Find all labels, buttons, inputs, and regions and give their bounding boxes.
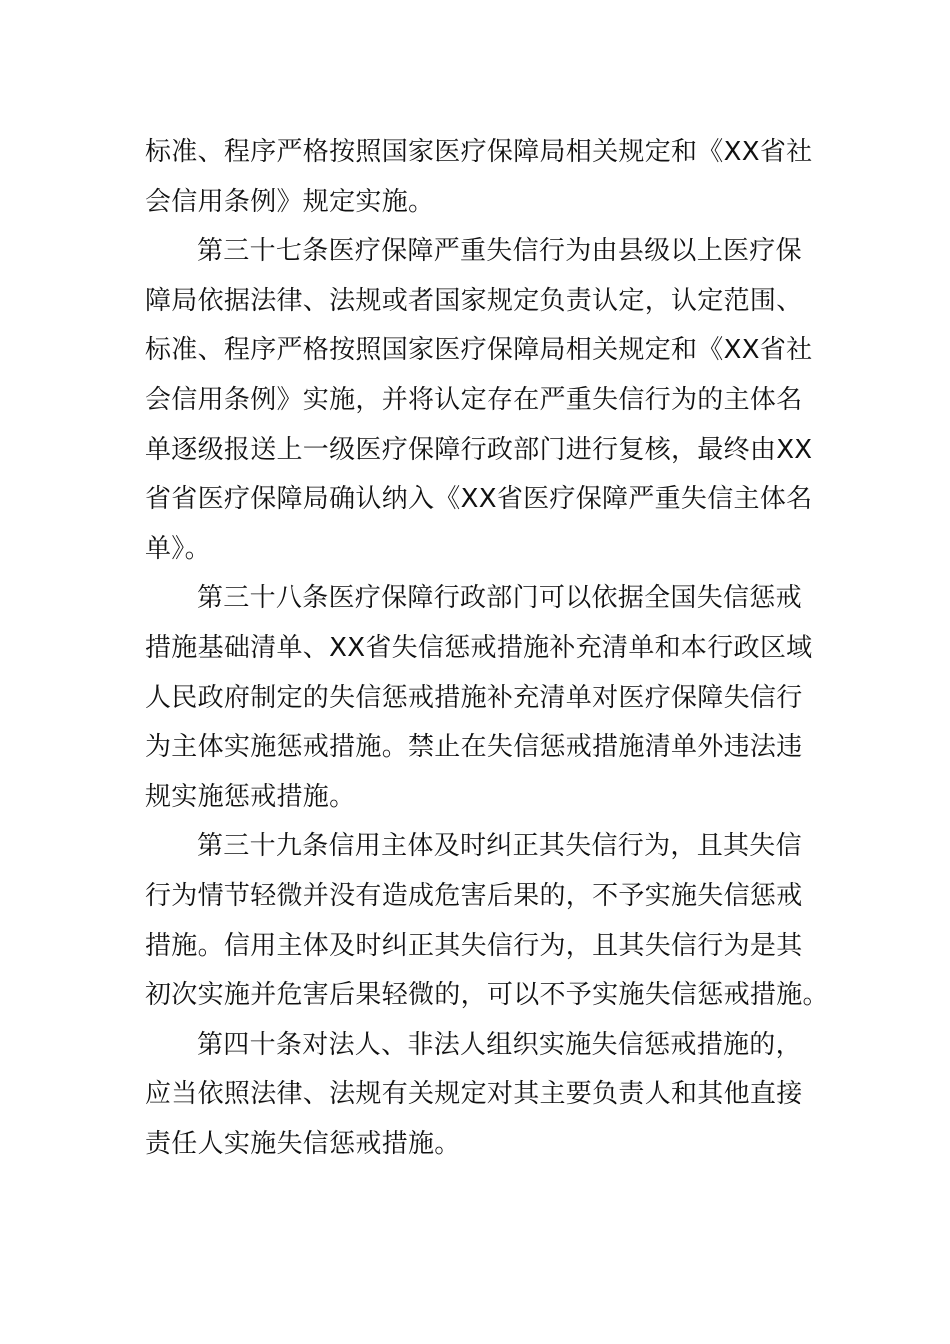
text-line: 为主体实施惩戒措施。禁止在失信惩戒措施清单外违法违 [145, 732, 803, 763]
document-body [145, 128, 829, 1169]
article-39-start: 第三十九条信用主体及时纠正其失信行为，且其失信 [197, 831, 802, 862]
text-line: 措施基础清单、XX省失信惩戒措施补充清单和本行政区域 [145, 632, 813, 663]
text-line: 标准、程序严格按照国家医疗保障局相关规定和《XX省社 [145, 137, 813, 167]
article-38-start: 第三十八条医疗保障行政部门可以依据全国失信惩戒 [197, 583, 802, 614]
article-37-start: 第三十七条医疗保障严重失信行为由县级以上医疗保 [197, 236, 802, 267]
article-40-start: 第四十条对法人、非法人组织实施失信惩戒措施的， [197, 1029, 802, 1060]
text-line: 责任人实施失信惩戒措施。 [145, 1128, 461, 1159]
text-line: 省省医疗保障局确认纳入《XX省医疗保障严重失信主体名 [145, 484, 813, 515]
text-line: 单逐级报送上一级医疗保障行政部门进行复核，最终由XX [145, 434, 813, 465]
text-line: 标准、程序严格按照国家医疗保障局相关规定和《XX省社 [145, 335, 813, 366]
text-line: 障局依据法律、法规或者国家规定负责认定，认定范围、 [145, 285, 803, 316]
text-line: 行为情节轻微并没有造成危害后果的，不予实施失信惩戒 [145, 880, 803, 911]
text-line: 应当依照法律、法规有关规定对其主要负责人和其他直接 [145, 1079, 803, 1110]
text-line: 初次实施并危害后果轻微的，可以不予实施失信惩戒措施。 [145, 980, 829, 1011]
text-line: 规实施惩戒措施。 [145, 781, 356, 812]
text-line: 会信用条例》规定实施。 [145, 186, 435, 217]
text-line: 单》。 [145, 533, 211, 564]
text-line: 措施。信用主体及时纠正其失信行为，且其失信行为是其 [145, 930, 803, 961]
text-line: 人民政府制定的失信惩戒措施补充清单对医疗保障失信行 [145, 682, 803, 713]
text-line: 会信用条例》实施，并将认定存在严重失信行为的主体名 [145, 384, 803, 415]
